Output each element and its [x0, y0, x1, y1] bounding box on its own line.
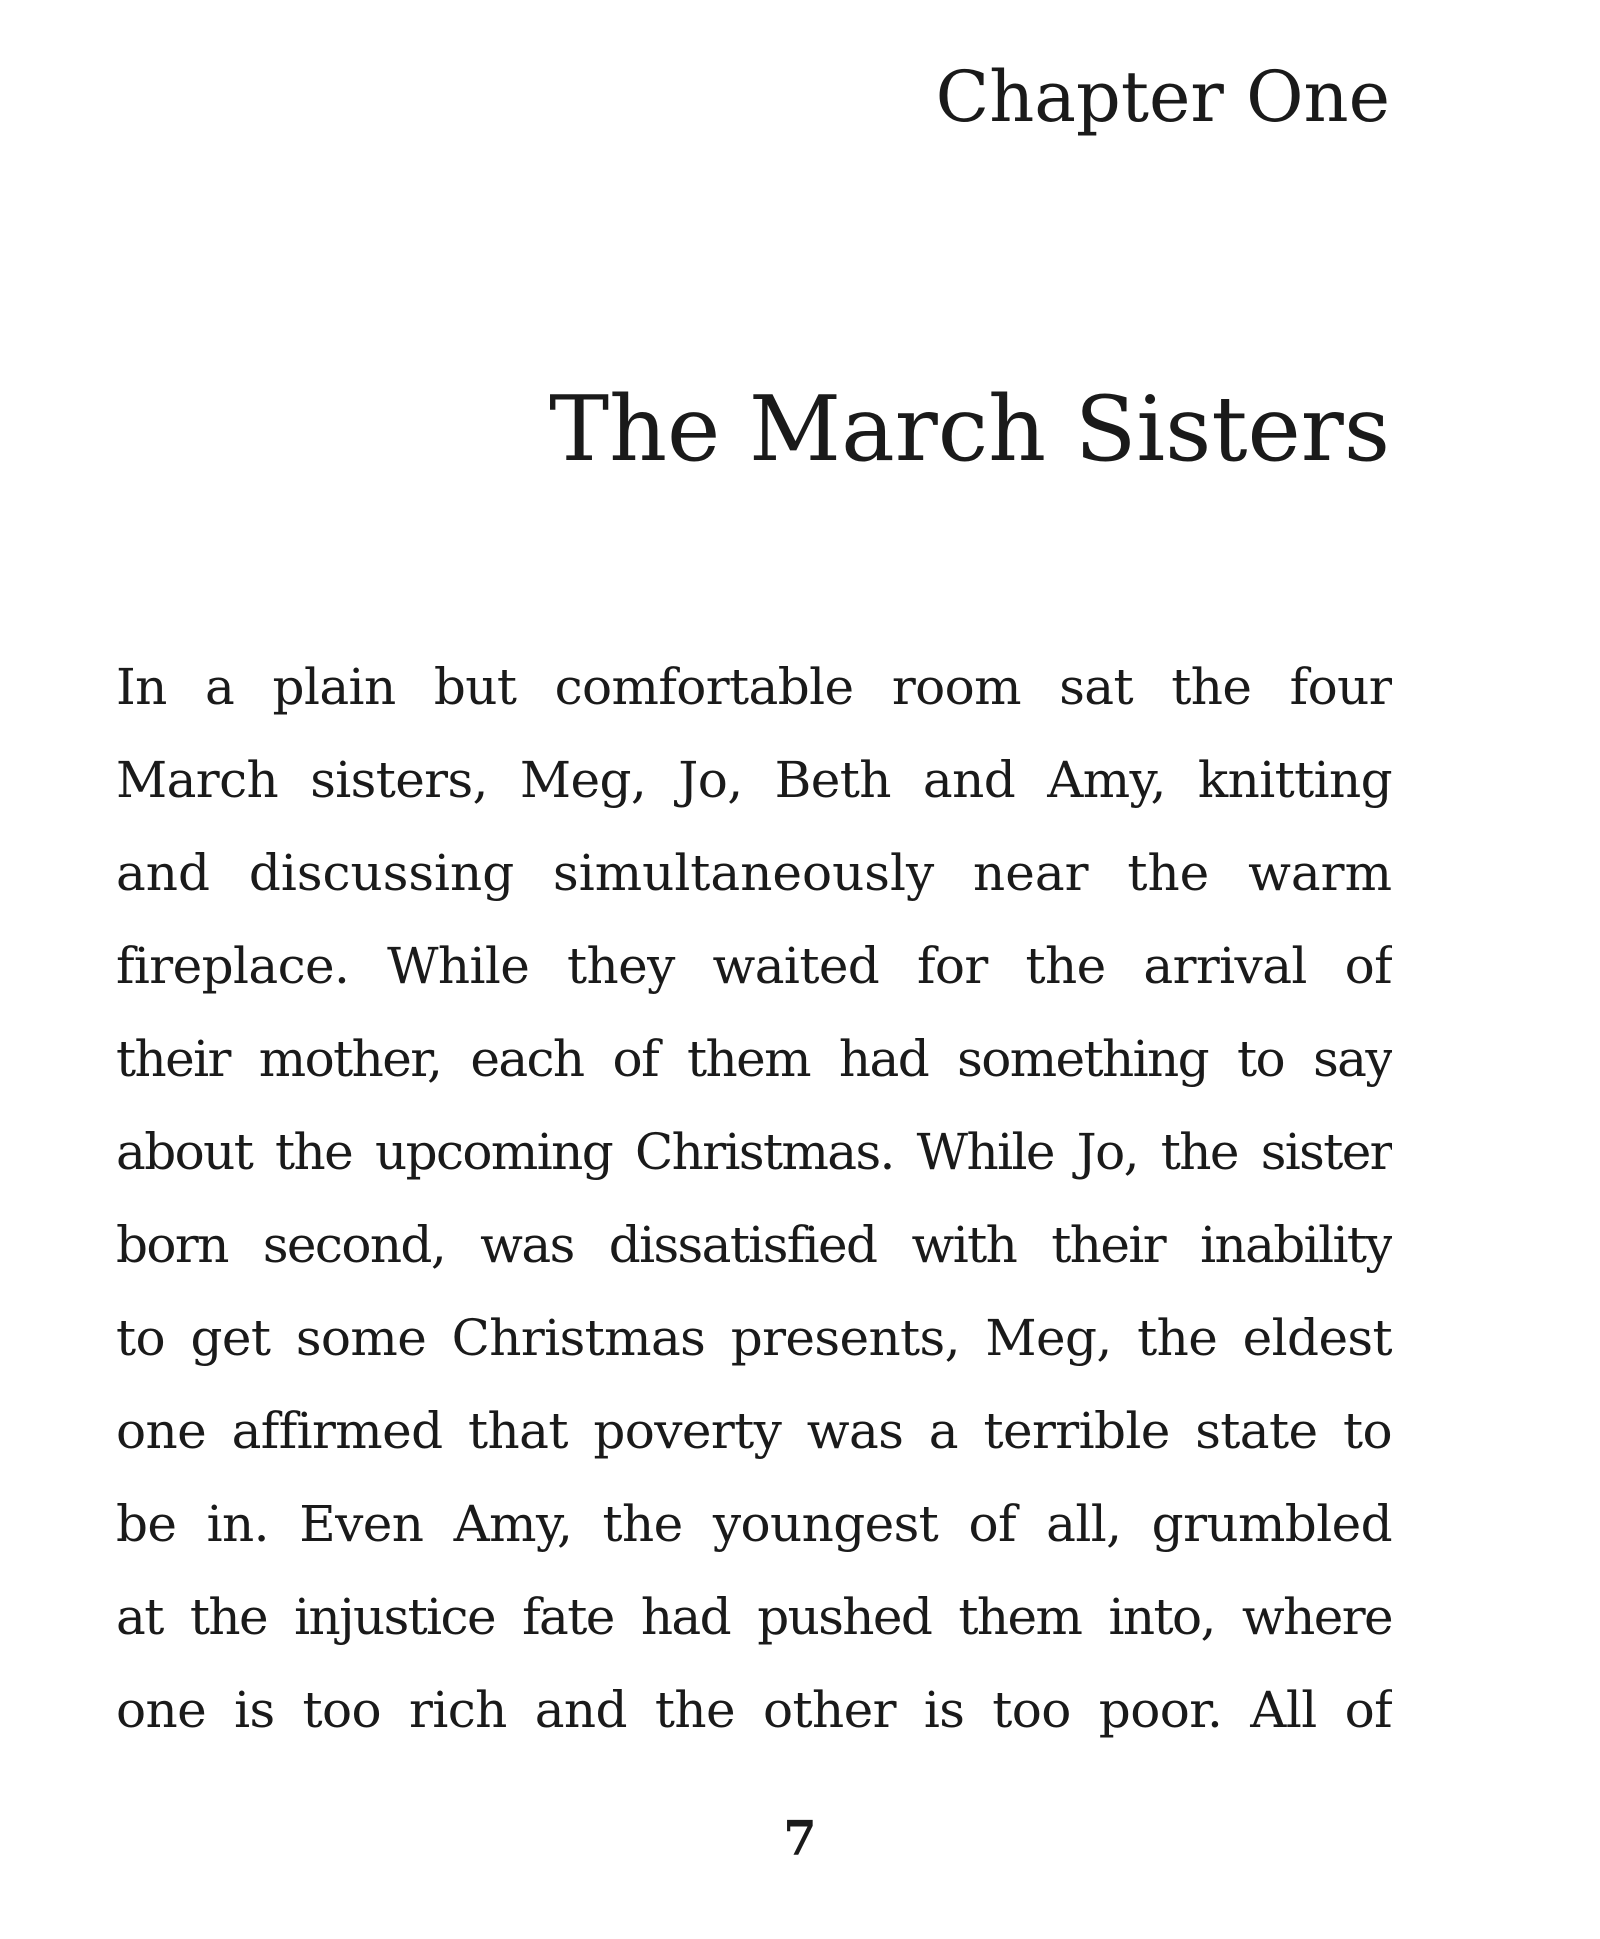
body-paragraph: [116, 652, 1392, 1768]
text-line: at the injustice fate had pushed them into, where: [116, 1588, 1392, 1646]
text-line: one affirmed that poverty was a terrible state to: [116, 1402, 1392, 1460]
text-line: their mother, each of them had something to say: [116, 1030, 1392, 1088]
text-line: about the upcoming Christmas. While Jo, the sister: [116, 1123, 1392, 1181]
text-line: be in. Even Amy, the youngest of all, grumbled: [116, 1495, 1392, 1553]
text-line: In a plain but comfortable room sat the four: [116, 658, 1392, 716]
text-line: March sisters, Meg, Jo, Beth and Amy, knitting: [116, 751, 1392, 809]
text-line: to get some Christmas presents, Meg, the eldest: [116, 1309, 1392, 1367]
text-line: one is too rich and the other is too poor. All of: [116, 1681, 1392, 1739]
text-line: born second, was dissatisfied with their inability: [116, 1216, 1392, 1274]
chapter-title: The March Sisters: [549, 377, 1390, 482]
chapter-label: Chapter One: [935, 56, 1390, 138]
text-line: fireplace. While they waited for the arrival of: [116, 937, 1392, 995]
text-line: and discussing simultaneously near the warm: [116, 844, 1392, 902]
page-number: 7: [783, 1811, 817, 1867]
